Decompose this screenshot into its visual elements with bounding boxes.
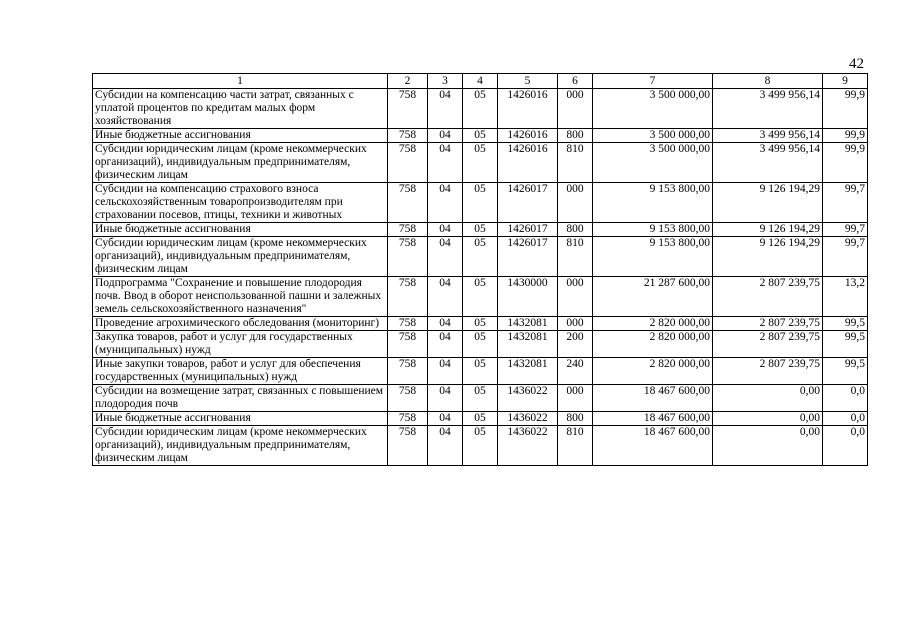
- planned-amount: 18 467 600,00: [593, 385, 713, 412]
- row-title: Субсидии юридическим лицам (кроме некоммерческих организаций), индивидуальным предпринимателям, физическим лицам: [93, 237, 388, 277]
- table-row: [93, 331, 868, 358]
- ministry-code: 758: [388, 317, 428, 331]
- table-row: [93, 143, 868, 183]
- row-title: Проведение агрохимического обследования (мониторинг): [93, 317, 388, 331]
- header-row: [93, 74, 868, 89]
- subsection-code: 05: [463, 143, 498, 183]
- section-code: 04: [428, 237, 463, 277]
- planned-amount: 3 500 000,00: [593, 129, 713, 143]
- page-number: 42: [849, 56, 864, 72]
- planned-amount: 18 467 600,00: [593, 426, 713, 466]
- table-row: [93, 223, 868, 237]
- ministry-code: 758: [388, 331, 428, 358]
- target-article-code: 1426016: [498, 129, 558, 143]
- executed-amount: 3 499 956,14: [713, 89, 823, 129]
- section-code: 04: [428, 426, 463, 466]
- ministry-code: 758: [388, 358, 428, 385]
- execution-percent: 0,0: [823, 412, 868, 426]
- header-col-2: 2: [388, 74, 428, 89]
- ministry-code: 758: [388, 412, 428, 426]
- planned-amount: 9 153 800,00: [593, 223, 713, 237]
- planned-amount: 2 820 000,00: [593, 317, 713, 331]
- row-title: Субсидии на компенсацию страхового взноса сельскохозяйственным товаропроизводителям при страховании посевов, птицы, техники и животных: [93, 183, 388, 223]
- header-col-4: 4: [463, 74, 498, 89]
- target-article-code: 1426016: [498, 143, 558, 183]
- ministry-code: 758: [388, 143, 428, 183]
- header-col-9: 9: [823, 74, 868, 89]
- executed-amount: 9 126 194,29: [713, 183, 823, 223]
- subsection-code: 05: [463, 129, 498, 143]
- subsection-code: 05: [463, 385, 498, 412]
- section-code: 04: [428, 412, 463, 426]
- expense-type-code: 810: [558, 426, 593, 466]
- executed-amount: 0,00: [713, 412, 823, 426]
- target-article-code: 1430000: [498, 277, 558, 317]
- subsection-code: 05: [463, 237, 498, 277]
- subsection-code: 05: [463, 223, 498, 237]
- section-code: 04: [428, 89, 463, 129]
- table-row: [93, 412, 868, 426]
- ministry-code: 758: [388, 385, 428, 412]
- subsection-code: 05: [463, 89, 498, 129]
- target-article-code: 1426017: [498, 183, 558, 223]
- executed-amount: 0,00: [713, 385, 823, 412]
- executed-amount: 2 807 239,75: [713, 358, 823, 385]
- header-col-3: 3: [428, 74, 463, 89]
- header-col-7: 7: [593, 74, 713, 89]
- expense-type-code: 000: [558, 89, 593, 129]
- planned-amount: 18 467 600,00: [593, 412, 713, 426]
- expense-type-code: 000: [558, 183, 593, 223]
- executed-amount: 2 807 239,75: [713, 277, 823, 317]
- execution-percent: 99,9: [823, 129, 868, 143]
- execution-percent: 99,9: [823, 143, 868, 183]
- header-col-5: 5: [498, 74, 558, 89]
- table-row: [93, 237, 868, 277]
- target-article-code: 1426017: [498, 223, 558, 237]
- ministry-code: 758: [388, 89, 428, 129]
- planned-amount: 2 820 000,00: [593, 331, 713, 358]
- expense-type-code: 000: [558, 277, 593, 317]
- header-col-8: 8: [713, 74, 823, 89]
- ministry-code: 758: [388, 277, 428, 317]
- planned-amount: 21 287 600,00: [593, 277, 713, 317]
- ministry-code: 758: [388, 183, 428, 223]
- execution-percent: 99,5: [823, 358, 868, 385]
- expense-type-code: 810: [558, 237, 593, 277]
- subsection-code: 05: [463, 412, 498, 426]
- planned-amount: 3 500 000,00: [593, 89, 713, 129]
- section-code: 04: [428, 223, 463, 237]
- expense-type-code: 800: [558, 412, 593, 426]
- section-code: 04: [428, 143, 463, 183]
- row-title: Иные бюджетные ассигнования: [93, 129, 388, 143]
- table-row: [93, 183, 868, 223]
- executed-amount: 3 499 956,14: [713, 129, 823, 143]
- header-col-6: 6: [558, 74, 593, 89]
- executed-amount: 0,00: [713, 426, 823, 466]
- row-title: Субсидии на компенсацию части затрат, связанных с уплатой процентов по кредитам малых форм хозяйствования: [93, 89, 388, 129]
- ministry-code: 758: [388, 223, 428, 237]
- target-article-code: 1436022: [498, 426, 558, 466]
- section-code: 04: [428, 317, 463, 331]
- ministry-code: 758: [388, 129, 428, 143]
- subsection-code: 05: [463, 183, 498, 223]
- table-row: [93, 426, 868, 466]
- budget-table: [92, 73, 868, 466]
- ministry-code: 758: [388, 426, 428, 466]
- table-row: [93, 129, 868, 143]
- table-row: [93, 385, 868, 412]
- table-row: [93, 89, 868, 129]
- execution-percent: 99,5: [823, 317, 868, 331]
- row-title: Субсидии юридическим лицам (кроме некоммерческих организаций), индивидуальным предпринимателям, физическим лицам: [93, 143, 388, 183]
- header-col-1: 1: [93, 74, 388, 89]
- planned-amount: 9 153 800,00: [593, 237, 713, 277]
- expense-type-code: 240: [558, 358, 593, 385]
- table-row: [93, 317, 868, 331]
- executed-amount: 2 807 239,75: [713, 317, 823, 331]
- section-code: 04: [428, 358, 463, 385]
- row-title: Субсидии юридическим лицам (кроме некоммерческих организаций), индивидуальным предпринимателям, физическим лицам: [93, 426, 388, 466]
- executed-amount: 2 807 239,75: [713, 331, 823, 358]
- subsection-code: 05: [463, 317, 498, 331]
- execution-percent: 99,7: [823, 237, 868, 277]
- executed-amount: 3 499 956,14: [713, 143, 823, 183]
- section-code: 04: [428, 183, 463, 223]
- executed-amount: 9 126 194,29: [713, 237, 823, 277]
- target-article-code: 1432081: [498, 317, 558, 331]
- ministry-code: 758: [388, 237, 428, 277]
- target-article-code: 1436022: [498, 412, 558, 426]
- target-article-code: 1432081: [498, 331, 558, 358]
- subsection-code: 05: [463, 426, 498, 466]
- target-article-code: 1426016: [498, 89, 558, 129]
- execution-percent: 0,0: [823, 385, 868, 412]
- planned-amount: 2 820 000,00: [593, 358, 713, 385]
- table-row: [93, 358, 868, 385]
- planned-amount: 9 153 800,00: [593, 183, 713, 223]
- executed-amount: 9 126 194,29: [713, 223, 823, 237]
- section-code: 04: [428, 129, 463, 143]
- target-article-code: 1436022: [498, 385, 558, 412]
- row-title: Закупка товаров, работ и услуг для государственных (муниципальных) нужд: [93, 331, 388, 358]
- expense-type-code: 800: [558, 129, 593, 143]
- execution-percent: 99,5: [823, 331, 868, 358]
- expense-type-code: 810: [558, 143, 593, 183]
- section-code: 04: [428, 331, 463, 358]
- row-title: Подпрограмма "Сохранение и повышение плодородия почв. Ввод в оборот неиспользованной пашни и залежных земель сельскохозяйственного назначения": [93, 277, 388, 317]
- expense-type-code: 000: [558, 385, 593, 412]
- subsection-code: 05: [463, 331, 498, 358]
- table-row: [93, 277, 868, 317]
- execution-percent: 0,0: [823, 426, 868, 466]
- execution-percent: 99,7: [823, 183, 868, 223]
- execution-percent: 99,7: [823, 223, 868, 237]
- expense-type-code: 000: [558, 317, 593, 331]
- section-code: 04: [428, 385, 463, 412]
- row-title: Иные бюджетные ассигнования: [93, 412, 388, 426]
- target-article-code: 1432081: [498, 358, 558, 385]
- section-code: 04: [428, 277, 463, 317]
- row-title: Иные бюджетные ассигнования: [93, 223, 388, 237]
- execution-percent: 99,9: [823, 89, 868, 129]
- subsection-code: 05: [463, 358, 498, 385]
- row-title: Субсидии на возмещение затрат, связанных с повышением плодородия почв: [93, 385, 388, 412]
- planned-amount: 3 500 000,00: [593, 143, 713, 183]
- execution-percent: 13,2: [823, 277, 868, 317]
- subsection-code: 05: [463, 277, 498, 317]
- row-title: Иные закупки товаров, работ и услуг для обеспечения государственных (муниципальных) нужд: [93, 358, 388, 385]
- expense-type-code: 200: [558, 331, 593, 358]
- expense-type-code: 800: [558, 223, 593, 237]
- target-article-code: 1426017: [498, 237, 558, 277]
